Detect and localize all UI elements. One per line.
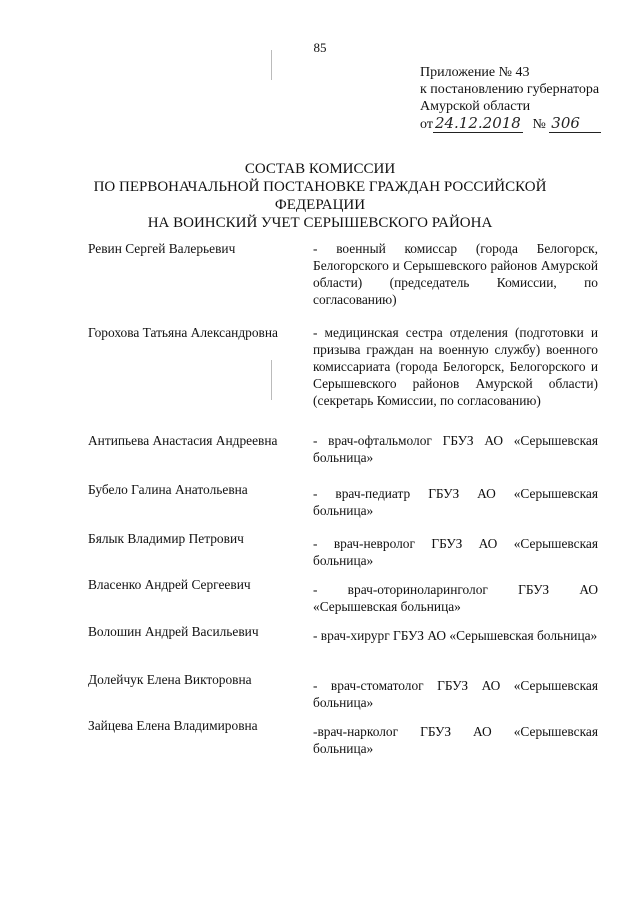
member-name: Власенко Андрей Сергеевич bbox=[88, 577, 251, 592]
date-prefix: от bbox=[420, 117, 433, 132]
number-prefix: № bbox=[532, 117, 546, 132]
member-name: Бубело Галина Анатольевна bbox=[88, 482, 248, 497]
appendix-header bbox=[420, 64, 620, 133]
member-name: Антипьева Анастасия Андреевна bbox=[88, 433, 278, 448]
appendix-region: Амурской области bbox=[420, 99, 531, 114]
member-role: - врач-оториноларинголог ГБУЗ АО «Серышевская больница» bbox=[313, 582, 598, 614]
member-role: - врач-педиатр ГБУЗ АО «Серышевская больница» bbox=[313, 486, 598, 518]
member-role: - врач-стоматолог ГБУЗ АО «Серышевская больница» bbox=[313, 678, 598, 710]
title-line-1: СОСТАВ КОМИССИИ bbox=[244, 161, 396, 177]
appendix-decree: к постановлению губернатора bbox=[420, 82, 600, 97]
member-role: - медицинская сестра отделения (подготовки и призыва граждан на военную службу) военного комиссариата (города Белогорск, Белогорского и Серышевского районов Амурской области) (секретарь Комиссии, по согласованию) bbox=[313, 325, 598, 408]
scan-mark bbox=[271, 360, 272, 400]
document-title bbox=[60, 160, 580, 232]
appendix-date-line bbox=[420, 115, 620, 133]
member-role: - врач-хирург ГБУЗ АО «Серышевская больница» bbox=[313, 628, 598, 643]
title-line-2: ПО ПЕРВОНАЧАЛЬНОЙ ПОСТАНОВКЕ ГРАЖДАН РОССИЙСКОЙ ФЕДЕРАЦИИ bbox=[93, 179, 547, 213]
handwritten-number: 306 bbox=[549, 115, 601, 133]
title-line-3: НА ВОИНСКИЙ УЧЕТ СЕРЫШЕВСКОГО РАЙОНА bbox=[147, 215, 493, 231]
handwritten-date: 24.12.2018 bbox=[433, 115, 523, 133]
page-number: 85 bbox=[313, 40, 327, 55]
member-name: Ревин Сергей Валерьевич bbox=[88, 241, 236, 256]
member-name: Волошин Андрей Васильевич bbox=[88, 624, 259, 639]
member-name: Горохова Татьяна Александровна bbox=[88, 325, 278, 340]
member-role: -врач-нарколог ГБУЗ АО «Серышевская больница» bbox=[313, 724, 598, 756]
member-role: - врач-невролог ГБУЗ АО «Серышевская больница» bbox=[313, 536, 598, 568]
scan-mark bbox=[271, 50, 272, 80]
member-name: Бялык Владимир Петрович bbox=[88, 531, 244, 546]
member-name: Зайцева Елена Владимировна bbox=[88, 718, 258, 733]
member-name: Долейчук Елена Викторовна bbox=[88, 672, 252, 687]
member-role: - врач-офтальмолог ГБУЗ АО «Серышевская больница» bbox=[313, 433, 598, 465]
member-role: - военный комиссар (города Белогорск, Белогорского и Серышевского районов Амурской области) (председатель Комиссии, по согласованию) bbox=[313, 241, 598, 307]
appendix-number: Приложение № 43 bbox=[420, 65, 530, 80]
